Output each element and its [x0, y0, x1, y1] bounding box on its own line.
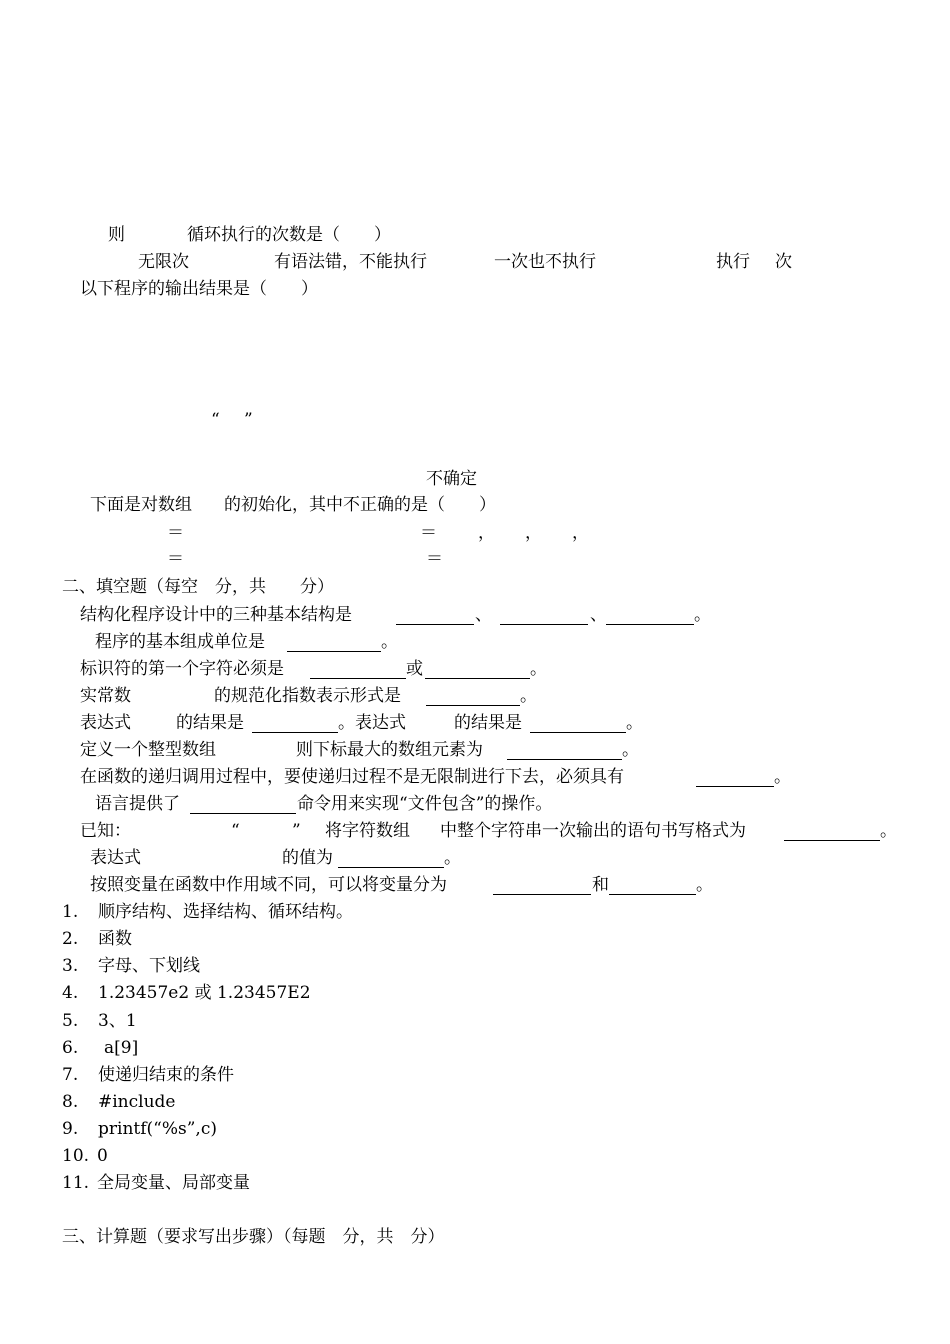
answer-number: 6.: [62, 1038, 79, 1058]
answer-text: 1.23457e2 或 1.23457E2: [98, 983, 311, 1003]
answer-number: 3.: [62, 956, 79, 976]
answer-number: 4.: [62, 983, 79, 1003]
fill-q10-text-a: 表达式: [90, 848, 141, 868]
fill-q10-blank[interactable]: [338, 867, 444, 868]
array-question-b: 的初始化，其中不正确的是（ ）: [224, 495, 496, 515]
fill-q9-end: 。: [880, 821, 897, 841]
fill-q5-blank-1[interactable]: [252, 732, 338, 733]
fill-q2-text: 程序的基本组成单位是: [95, 632, 265, 652]
answer-text: 3、1: [98, 1011, 137, 1031]
answer-number: 5.: [62, 1011, 79, 1031]
fill-q1-text: 结构化程序设计中的三种基本结构是: [80, 605, 352, 625]
option-a-equals: ＝: [167, 523, 184, 543]
fill-q8-text-a: 语言提供了: [95, 794, 180, 814]
answer-text: a[9]: [104, 1038, 139, 1058]
answer-text: 函数: [98, 929, 132, 949]
option-b-comma-1: ，: [478, 523, 495, 543]
answer-text: 使递归结束的条件: [98, 1065, 234, 1085]
calc-section-heading: 三、计算题（要求写出步骤）（每题 分，共 分）: [62, 1227, 445, 1247]
fill-q6-end: 。: [622, 740, 639, 760]
fill-q8-blank[interactable]: [190, 813, 296, 814]
fill-q11-end: 。: [696, 875, 713, 895]
answer-number: 8.: [62, 1092, 79, 1112]
fill-q9-text-c: 中整个字符串一次输出的语句书写格式为: [440, 821, 746, 841]
fill-q3-or: 或: [406, 659, 423, 679]
answer-text: 全局变量、局部变量: [97, 1173, 250, 1193]
fill-q3-blank-2[interactable]: [425, 678, 530, 679]
loop-option-c: 一次也不执行: [494, 252, 596, 272]
answer-text: 字母、下划线: [98, 956, 200, 976]
fill-q1-blank-1[interactable]: [396, 624, 474, 625]
loop-option-a: 无限次: [138, 252, 189, 272]
fill-q7-text: 在函数的递归调用过程中，要使递归过程不是无限制进行下去，必须具有: [80, 767, 624, 787]
fill-q9-text-a: 已知：: [80, 821, 131, 841]
fill-q5-text-c: 。表达式: [338, 713, 406, 733]
answer-number: 9.: [62, 1119, 79, 1139]
fill-q11-text: 按照变量在函数中作用域不同，可以将变量分为: [90, 875, 447, 895]
fill-q7-blank[interactable]: [696, 786, 774, 787]
option-b-comma-2: ，: [525, 523, 542, 543]
fill-q11-blank-1[interactable]: [493, 894, 591, 895]
loop-option-d: 执行: [716, 252, 750, 272]
answer-number: 7.: [62, 1065, 79, 1085]
array-question-a: 下面是对数组: [90, 495, 192, 515]
fill-q1-sep-2: 、: [590, 605, 607, 625]
fill-q4-blank[interactable]: [426, 705, 520, 706]
option-b-equals: ＝: [420, 523, 437, 543]
question-output: 以下程序的输出结果是（ ）: [80, 279, 318, 299]
fill-section-heading: 二、填空题（每空 分，共 分）: [62, 577, 334, 597]
option-d-equals: ＝: [426, 549, 443, 569]
answer-number: 2.: [62, 929, 79, 949]
fill-q1-blank-2[interactable]: [500, 624, 588, 625]
fill-q5-text-b: 的结果是: [176, 713, 244, 733]
fill-q6-blank[interactable]: [507, 759, 622, 760]
fill-q9-quote-close: ”: [292, 821, 301, 841]
fill-q6-text-a: 定义一个整型数组: [80, 740, 216, 760]
answer-text: 0: [97, 1146, 108, 1166]
answer-text: 顺序结构、选择结构、循环结构。: [98, 902, 353, 922]
fill-q3-blank-1[interactable]: [310, 678, 406, 679]
answer-number: 1.: [62, 902, 79, 922]
fill-q11-blank-2[interactable]: [609, 894, 696, 895]
fill-q9-text-b: 将字符数组: [325, 821, 410, 841]
fill-q6-text-b: 则下标最大的数组元素为: [296, 740, 483, 760]
fill-q4-end: 。: [520, 686, 537, 706]
fill-q1-sep-1: 、: [475, 605, 492, 625]
fill-q7-end: 。: [774, 767, 791, 787]
answer-text: printf(“%s”,c): [98, 1119, 217, 1139]
loop-line-then: 则: [108, 225, 125, 245]
quote-open: “: [211, 410, 220, 430]
quote-close: ”: [244, 410, 253, 430]
fill-q4-text-a: 实常数: [80, 686, 131, 706]
answer-number: 10.: [62, 1146, 90, 1166]
fill-q5-text-a: 表达式: [80, 713, 131, 733]
fill-q3-end: 。: [530, 659, 547, 679]
fill-q9-quote-open: “: [231, 821, 240, 841]
loop-option-d-unit: 次: [775, 252, 792, 272]
fill-q3-text: 标识符的第一个字符必须是: [80, 659, 284, 679]
fill-q2-end: 。: [381, 632, 398, 652]
fill-q5-end: 。: [626, 713, 643, 733]
option-c-equals: ＝: [167, 549, 184, 569]
fill-q1-end: 。: [694, 605, 711, 625]
fill-q5-blank-2[interactable]: [530, 732, 626, 733]
option-uncertain: 不确定: [426, 469, 477, 489]
loop-line-question: 循环执行的次数是（ ）: [187, 225, 391, 245]
fill-q11-and: 和: [592, 875, 609, 895]
fill-q5-text-d: 的结果是: [454, 713, 522, 733]
fill-q1-blank-3[interactable]: [606, 624, 694, 625]
fill-q8-text-b: 命令用来实现“文件包含”的操作。: [297, 794, 553, 814]
answer-number: 11.: [62, 1173, 90, 1193]
fill-q10-end: 。: [444, 848, 461, 868]
answer-text: #include: [98, 1092, 176, 1112]
loop-option-b: 有语法错，不能执行: [274, 252, 427, 272]
option-b-comma-3: ，: [572, 523, 589, 543]
fill-q9-blank[interactable]: [784, 840, 880, 841]
fill-q4-text-b: 的规范化指数表示形式是: [214, 686, 401, 706]
fill-q2-blank[interactable]: [287, 651, 381, 652]
fill-q10-text-b: 的值为: [282, 848, 333, 868]
